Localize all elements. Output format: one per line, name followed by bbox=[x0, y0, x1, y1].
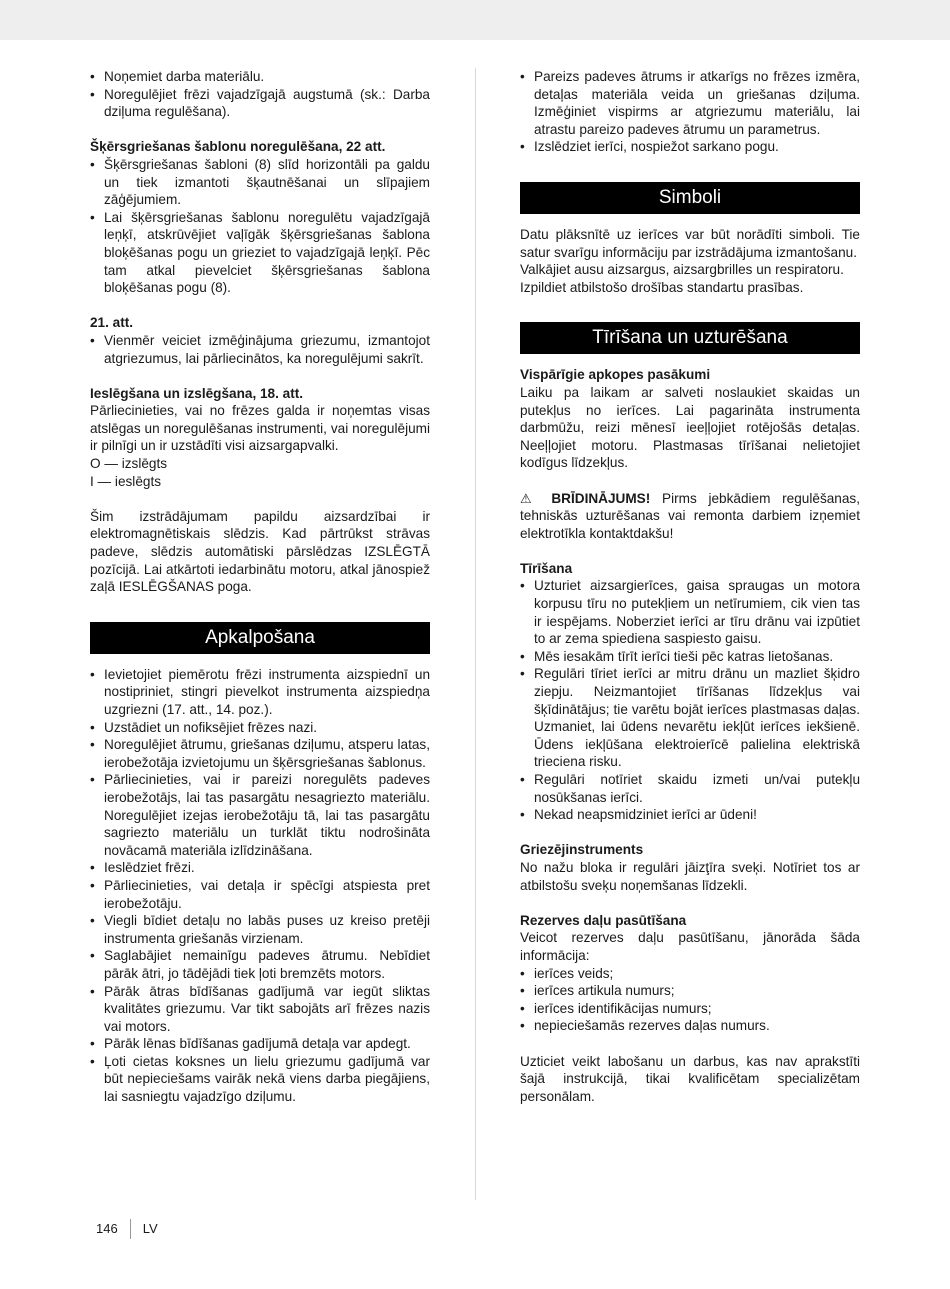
footer-separator bbox=[130, 1219, 131, 1239]
column-divider bbox=[475, 68, 476, 1200]
section-heading: Tīrīšana bbox=[520, 560, 573, 576]
paragraph: Uzticiet veikt labošanu un darbus, kas nav aprakstīti šajā instrukcijā, tikai kvalificētam specializētam personālam. bbox=[520, 1053, 860, 1104]
paragraph: No nažu bloka ir regulāri jāizţīra sveķi. Notīriet tos ar atbilstošu sveķu noņemšanas līdzekli. bbox=[520, 859, 860, 893]
paragraph: Datu plāksnītē uz ierīces var būt norādīti simboli. Tie satur svarīgu informāciju par izstrādājuma izmantošanu. bbox=[520, 226, 860, 260]
list-item: • Pārāk ātras bīdīšanas gadījumā var iegūt sliktas kvalitātes griezumu. Var tikt sabojāts arī frēzes nazis vai motors. bbox=[90, 983, 430, 1036]
operation-list bbox=[90, 666, 430, 1106]
list-item: • Mēs iesakām tīrīt ierīci tieši pēc katras lietošanas. bbox=[520, 648, 860, 666]
list-item: • Vienmēr veiciet izmēģinājuma griezumu, izmantojot atgriezumus, lai pārliecinātos, ka noregulējumi sakrīt. bbox=[90, 332, 430, 367]
section-heading: Ieslēgšana un izslēgšana, 18. att. bbox=[90, 385, 304, 401]
section-heading: Griezējinstruments bbox=[520, 842, 644, 858]
page-footer bbox=[96, 1219, 158, 1239]
switch-off-label: O — izslēgts bbox=[90, 456, 168, 472]
left-column bbox=[90, 68, 430, 1106]
list-item: • Regulāri notīriet skaidu izmeti un/vai putekļu nosūkšanas ierīci. bbox=[520, 771, 860, 806]
miter-list bbox=[90, 156, 430, 297]
paragraph: Pārliecinieties, vai no frēzes galda ir noņemtas visas atslēgas un noregulēšanas instrumenti, vai noregulējumi ir pilnīgi un ir uzstādīti visi aizsargapvalki. bbox=[90, 403, 430, 454]
list-item: • nepieciešamās rezerves daļas numurs. bbox=[520, 1017, 860, 1035]
paragraph: Laiku pa laikam ar salveti noslaukiet skaidas un putekļus no ierīces. Lai pagarināta instrumenta darbmūžu, reizi mēnesī ieeļļojiet rotējošās detaļas. Neeļļojiet motoru. Plastmasas tīrīšanai nelietojiet kodīgus līdzekļus. bbox=[520, 384, 860, 471]
page-number: 146 bbox=[96, 1221, 118, 1236]
parts-list bbox=[520, 965, 860, 1035]
list-item: • Viegli bīdiet detaļu no labās puses uz kreiso pretēji instrumenta griešanās virzienam. bbox=[90, 912, 430, 947]
paragraph: Šim izstrādājumam papildu aizsardzībai ir elektromagnētiskais slēdzis. Kad pārtrūkst strāvas padeve, slēdzis automātiski pārslēdzas IZSLĒGTĀ pozīcijā. Lai atkārtoti iedarbinātu motoru, atkal jānospiež zaļā IESLĒGŠANAS poga. bbox=[90, 508, 430, 595]
warning-text: Pirms jebkādiem regulēšanas, tehniskās uzturēšanas vai remonta darbiem izņemiet elektrotīkla kontaktdakšu! bbox=[520, 490, 860, 541]
warning-paragraph bbox=[520, 490, 860, 543]
switch-on-label: I — ieslēgts bbox=[90, 473, 162, 489]
list-item: • Ļoti cietas koksnes un lielu griezumu gadījumā var būt nepieciešams vairāk nekā viens darba piegājiens, lai sasniegtu vajadzīgo dziļumu. bbox=[90, 1053, 430, 1106]
list-item: • Izslēdziet ierīci, nospiežot sarkano pogu. bbox=[520, 138, 860, 156]
list-item: • Noregulējiet frēzi vajadzīgajā augstumā (sk.: Darba dziļuma regulēšana). bbox=[90, 86, 430, 121]
list-item: • Noņemiet darba materiālu. bbox=[90, 68, 430, 86]
intro-list bbox=[520, 68, 860, 156]
paragraph: Valkājiet ausu aizsargus, aizsargbrilles un respiratoru. bbox=[520, 262, 844, 278]
list-item: • Ieslēdziet frēzi. bbox=[90, 859, 430, 877]
section-banner: Simboli bbox=[520, 182, 860, 214]
paragraph: Veicot rezerves daļu pasūtīšanu, jānorāda šāda informācija: bbox=[520, 930, 860, 963]
list-item: • Uzturiet aizsargierīces, gaisa spraugas un motora korpusu tīru no putekļiem un netīrumiem, cik vien tas ir iespējams. Noberziet ierīci ar tīru drānu vai izpūtiet to ar zema spiediena saspiesto gaisu. bbox=[520, 577, 860, 647]
list-item: • ierīces veids; bbox=[520, 965, 860, 983]
language-code: LV bbox=[142, 1221, 158, 1236]
list-item: • Regulāri tīriet ierīci ar mitru drānu un mazliet šķidro ziepju. Neizmantojiet tīrīšanas līdzekļus vai šķīdinātājus; tie varētu bojāt ierīces plastmasas daļas. Uzmaniet, lai ūdens nevarētu iekļūt ierīces iekšienē. Ūdens iekļūšana elektroierīcē palielina elektriskā trieciena risku. bbox=[520, 665, 860, 771]
list-item: • ierīces identifikācijas numurs; bbox=[520, 1000, 860, 1018]
right-column bbox=[520, 68, 860, 1105]
section-heading: Šķērsgriešanas šablonu noregulēšana, 22 att. bbox=[90, 139, 386, 155]
warning-label: BRĪDINĀJUMS! bbox=[551, 490, 651, 506]
list-item: • Pārliecinieties, vai detaļa ir spēcīgi atspiesta pret ierobežotāju. bbox=[90, 877, 430, 912]
list-item: • Noregulējiet ātrumu, griešanas dziļumu, atsperu latas, ierobežotāja izvietojumu un šķērsgriešanas šablonus. bbox=[90, 736, 430, 771]
list-item: • ierīces artikula numurs; bbox=[520, 982, 860, 1000]
fig21-list bbox=[90, 332, 430, 367]
list-item: • Šķērsgriešanas šabloni (8) slīd horizontāli pa galdu un tiek izmantoti šķautnēšanai un slīpajiem zāģējumiem. bbox=[90, 156, 430, 209]
intro-list bbox=[90, 68, 430, 121]
list-item: • Pareizs padeves ātrums ir atkarīgs no frēzes izmēra, detaļas materiāla veida un griešanas dziļuma. Izmēģiniet vispirms ar atgriezumu materiālu, lai atrastu pareizo padeves ātrumu un parametrus. bbox=[520, 68, 860, 138]
list-item: • Lai šķērsgriešanas šablonu noregulētu vajadzīgajā leņķī, atskrūvējiet vaļīgāk šķērsgriešanas šablona bloķēšanas pogu un grieziet to vajadzīgajā leņķī. Pēc tam atkal pievelciet šķērsgriešanas šablona bloķēšanas pogu (8). bbox=[90, 209, 430, 297]
warning-icon: ⚠ bbox=[520, 490, 540, 506]
section-banner: Tīrīšana un uzturēšana bbox=[520, 322, 860, 354]
list-item: • Saglabājiet nemainīgu padeves ātrumu. Nebīdiet pārāk ātri, jo tādējādi tiek ļoti bremzēts motors. bbox=[90, 947, 430, 982]
list-item: • Nekad neapsmidziniet ierīci ar ūdeni! bbox=[520, 806, 860, 824]
section-heading: Vispārīgie apkopes pasākumi bbox=[520, 367, 711, 383]
section-heading: Rezerves daļu pasūtīšana bbox=[520, 912, 687, 928]
paragraph: Izpildiet atbilstošo drošības standartu prasības. bbox=[520, 279, 804, 295]
list-item: • Pārāk lēnas bīdīšanas gadījumā detaļa var apdegt. bbox=[90, 1035, 430, 1053]
list-item: • Ievietojiet piemērotu frēzi instrumenta aizspiednī un nostipriniet, stingri pievelkot instrumenta aizspiedņa uzgriezni (17. att., 14. poz.). bbox=[90, 666, 430, 719]
section-banner: Apkalpošana bbox=[90, 622, 430, 654]
top-bar bbox=[0, 0, 950, 40]
section-heading: 21. att. bbox=[90, 315, 134, 331]
list-item: • Pārliecinieties, vai ir pareizi noregulēts padeves ierobežotājs, lai tas pasargātu nesagriezto materiālu. Noregulējiet izejas ierobežotāju tā, lai tas pasargātu sagriezto materiālu un turklāt tiktu nodrošināta novācamā materiāla izlīdzināšana. bbox=[90, 771, 430, 859]
cleaning-list bbox=[520, 577, 860, 823]
list-item: • Uzstādiet un nofiksējiet frēzes nazi. bbox=[90, 719, 430, 737]
